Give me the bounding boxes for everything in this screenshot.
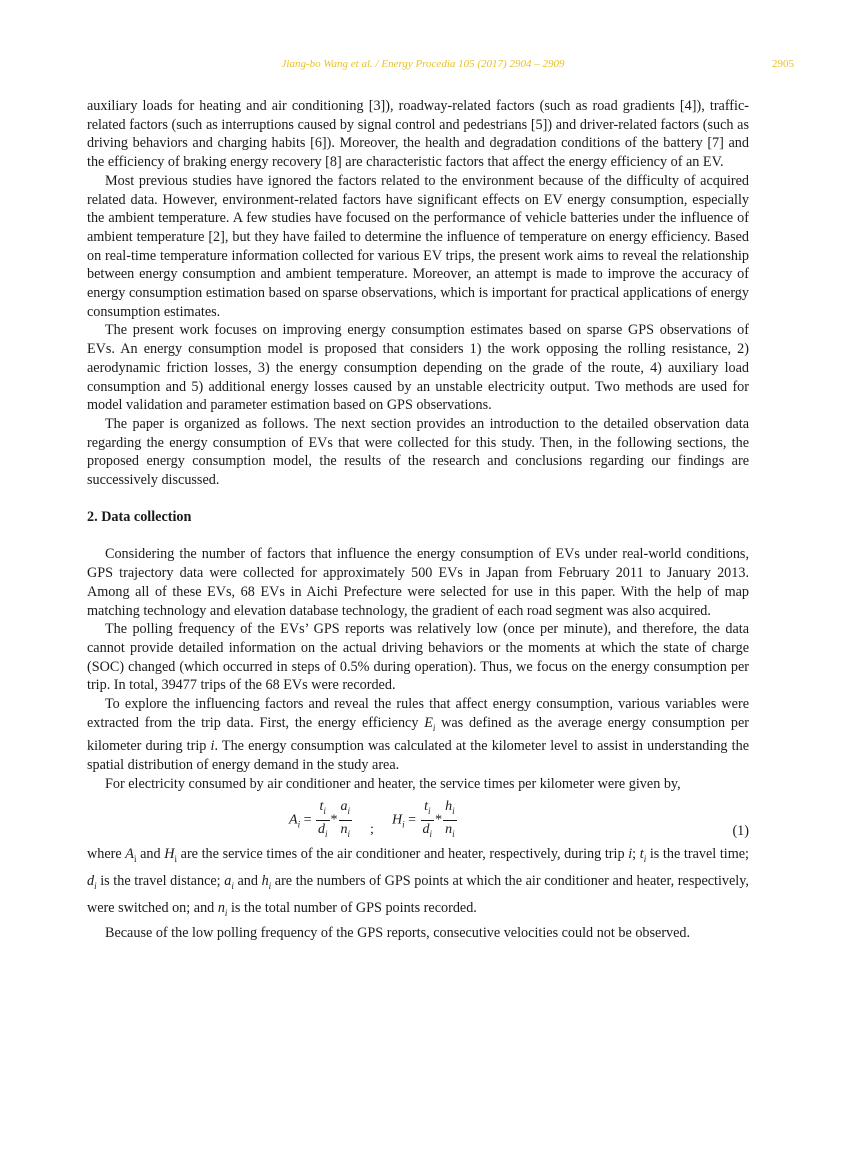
equation-separator: ; <box>370 822 374 838</box>
journal-citation: Jiang-bo Wang et al. / Energy Procedia 105 (2017) 2904 – 2909 <box>281 58 565 70</box>
paragraph-10: Because of the low polling frequency of the GPS reports, consecutive velocities could not be observed. <box>105 924 691 941</box>
section-heading: 2. Data collection <box>87 509 192 526</box>
paragraph-6: The polling frequency of the EVs’ GPS reports was relatively low (once per minute), and therefore, the data cannot provide detailed information on the actual driving behaviors or the moments at which the state of charge (SOC) changed (which occurred in steps of 0.5% during operation). Thus, we focus on the energy consumption per trip. In total, 39477 trips of the 68 EVs were recorded. <box>87 621 749 694</box>
equation-1 <box>87 795 749 841</box>
paragraph-5: Considering the number of factors that influence the energy consumption of EVs under real-world conditions, GPS trajectory data were collected for approximately 500 EVs in Japan from February 2011 to January 2013. Among all of these EVs, 68 EVs in Aichi Prefecture were selected for use in this paper. With the help of map matching technology and elevation database technology, the gradient of each road segment was also acquired. <box>87 546 749 619</box>
paragraph-7: To explore the influencing factors and reveal the rules that affect energy consumption, various variables were extracted from the trip data. First, the energy efficiency $E_i$ was defined as the average energy consumption per kilometer during trip i. The energy consumption was calculated at the kilometer level to assist in understanding the spatial distribution of energy demand in the study area. <box>87 696 749 774</box>
paragraph-4: The paper is organized as follows. The next section provides an introduction to the detailed observation data regarding the energy consumption of EVs that were collected for this study. Then, in the following sections, the proposed energy consumption model, the results of the research and conclusions regarding our findings are successively discussed. <box>87 415 749 489</box>
paragraph-2: Most previous studies have ignored the factors related to the environment because of the difficulty of acquired related data. However, environment-related factors have significant effects on EV energy consumption, especially the ambient temperature. A few studies have focused on the performance of vehicle batteries under the influence of ambient temperature [2], but they have failed to determine the influence of temperature on energy efficiency. Based on real-time temperature information collected for various EV trips, the present work aims to reveal the relationship between energy consumption and ambient temperature. Moreover, an attempt is made to improve the accuracy of energy consumption estimation based on sparse observations, which is important for practical applications of energy consumption estimates. <box>87 172 749 320</box>
equation-a-term: $A_i$ = $\frac{t_i}{d_i}$ * $\frac{a_i}{n_i}$ <box>289 799 351 840</box>
paragraph-1: auxiliary loads for heating and air conditioning [3]), roadway-related factors (such as road gradients [4]), traffic-related factors (such as interruptions caused by signal control and pedestrians [5]) and driver-related factors (such as driving behaviors and charging habits [6]). Moreover, the health and degradation conditions of the battery [7] and the efficiency of braking energy recovery [8] are characteristic factors that affect the energy efficiency of an EV. <box>87 98 749 171</box>
running-header <box>0 58 846 74</box>
equation-h-term: $H_i$ = $\frac{t_i}{d_i}$ * $\frac{h_i}{n_i}$ <box>392 799 455 840</box>
paragraph-3: The present work focuses on improving energy consumption estimates based on sparse GPS observations of EVs. An energy consumption model is proposed that considers 1) the work opposing the rolling resistance, 2) aerodynamic friction losses, 3) the energy consumption depending on the grade of the route, 4) auxiliary load consumption and 5) additional energy losses caused by an unstable electricity output. Two methods are used for model validation and parameter estimation based on GPS observations. <box>87 322 749 414</box>
page-number: 2905 <box>772 58 794 70</box>
paragraph-8: For electricity consumed by air conditioner and heater, the service times per kilometer were given by, <box>105 775 681 792</box>
equation-number: (1) <box>732 823 749 840</box>
article-body <box>87 97 749 943</box>
paragraph-9: where $A_i$ and $H_i$ are the service times of the air conditioner and heater, respectively, during trip i; $t_i$ is the travel time; $d_i$ is the travel distance; $a_i$ and $h_i$ are the numbers of GPS points at which the air conditioner and heater, respectively, were switched on; and $n_i$ is the total number of GPS points recorded. <box>87 846 749 918</box>
